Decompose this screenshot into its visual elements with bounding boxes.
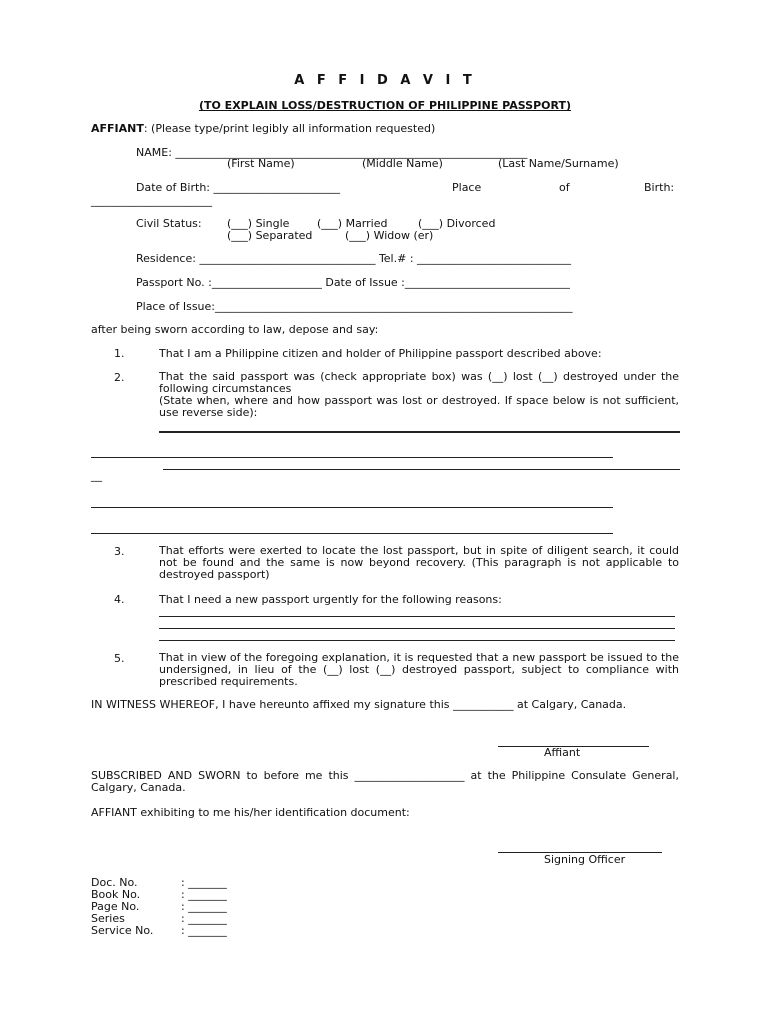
reason-line[interactable]: [159, 628, 675, 629]
pob-field[interactable]: ______________________: [91, 194, 212, 207]
service-no-label: Service No.: [91, 924, 154, 937]
answer-line[interactable]: [91, 533, 613, 534]
reason-line[interactable]: [159, 616, 675, 617]
book-no-label: Book No.: [91, 888, 141, 901]
item-note: (State when, where and how passport was lost or destroyed. If space below is not sufficient, use reverse side):: [159, 394, 679, 419]
stray-underscore: __: [91, 469, 102, 482]
single-checkbox[interactable]: (___) Single: [227, 217, 290, 230]
doc-no-field[interactable]: : _______: [181, 876, 227, 889]
item-number: 3.: [114, 545, 125, 558]
document-title: A F F I D A V I T: [294, 73, 476, 88]
sworn-text: after being sworn according to law, depose and say:: [91, 323, 379, 336]
reason-line[interactable]: [159, 640, 675, 641]
service-no-field[interactable]: : _______: [181, 924, 227, 937]
affiant-line: [91, 122, 435, 135]
place-of-issue-field[interactable]: Place of Issue:_________________________________________________________________: [136, 300, 573, 313]
passport-field[interactable]: Passport No. :____________________ Date of Issue :______________________________: [136, 276, 570, 289]
item-number: 4.: [114, 593, 125, 606]
answer-line[interactable]: [91, 507, 613, 508]
item-text: That the said passport was (check appropriate box) was (__) lost (__) destroyed under the following circumstances: [159, 370, 679, 395]
answer-line[interactable]: [159, 431, 680, 433]
item-number: 1.: [114, 347, 125, 360]
of-word: of: [559, 181, 570, 194]
first-name-caption: (First Name): [227, 157, 295, 170]
item-text: That I need a new passport urgently for the following reasons:: [159, 593, 502, 606]
residence-field[interactable]: Residence: ________________________________ Tel.# : ____________________________: [136, 252, 572, 265]
place-word: Place: [452, 181, 482, 194]
affiant-instruction: : (Please type/print legibly all information requested): [143, 122, 436, 135]
middle-name-caption: (Middle Name): [362, 157, 443, 170]
item-text: That in view of the foregoing explanation, it is requested that a new passport be issued to the undersigned, in lieu of the (__) lost (__) destroyed passport, subject to compliance with prescribed requirements.: [159, 651, 679, 688]
birth-word: Birth:: [644, 181, 675, 194]
page-no-label: Page No.: [91, 900, 140, 913]
witness-text: IN WITNESS WHEREOF, I have hereunto affixed my signature this ___________ at Calgary, Canada.: [91, 698, 627, 711]
exhibiting-text: AFFIANT exhibiting to me his/her identification document:: [91, 806, 410, 819]
widow-checkbox[interactable]: (___) Widow (er): [345, 229, 434, 242]
affiant-caption: Affiant: [544, 746, 581, 759]
answer-line[interactable]: [91, 457, 613, 458]
document-subtitle: (TO EXPLAIN LOSS/DESTRUCTION OF PHILIPPINE PASSPORT): [198, 99, 572, 112]
last-name-caption: (Last Name/Surname): [498, 157, 619, 170]
registry-values: [181, 877, 227, 937]
doc-no-label: Doc. No.: [91, 876, 138, 889]
item-text: That I am a Philippine citizen and holder of Philippine passport described above:: [159, 347, 602, 360]
subscribed-text: SUBSCRIBED AND SWORN to before me this ____________________ at the Philippine Consulate General, Calgary, Canada.: [91, 769, 679, 794]
married-checkbox[interactable]: (___) Married: [317, 217, 388, 230]
separated-checkbox[interactable]: (___) Separated: [227, 229, 313, 242]
item-text: That efforts were exerted to locate the lost passport, but in spite of diligent search, it could not be found and the same is now beyond recovery. (This paragraph is not applicable to destroyed passport): [159, 544, 679, 581]
dob-field[interactable]: Date of Birth: _______________________: [136, 181, 340, 194]
civil-status-label: Civil Status:: [136, 217, 202, 230]
name-field[interactable]: NAME: ________________________________________________________________: [136, 146, 528, 159]
page-no-field[interactable]: : _______: [181, 900, 227, 913]
item-number: 2.: [114, 371, 125, 384]
series-label: Series: [91, 912, 125, 925]
book-no-field[interactable]: : _______: [181, 888, 227, 901]
affiant-label: AFFIANT: [91, 122, 144, 135]
divorced-checkbox[interactable]: (___) Divorced: [418, 217, 496, 230]
registry-labels: [91, 877, 153, 937]
answer-line[interactable]: [163, 469, 680, 470]
item-number: 5.: [114, 652, 125, 665]
signing-officer-caption: Signing Officer: [544, 853, 626, 866]
series-field[interactable]: : _______: [181, 912, 227, 925]
